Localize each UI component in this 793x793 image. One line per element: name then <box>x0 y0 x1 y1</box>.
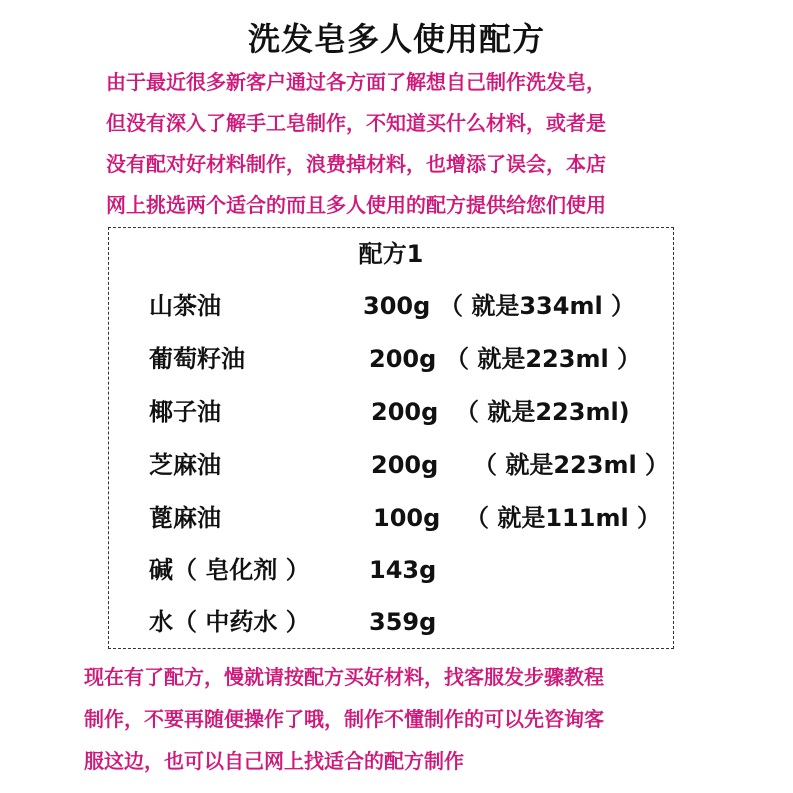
recipe-row <box>109 550 673 590</box>
ingredient-amount: 300g <box>363 292 431 320</box>
page-title: 洗发皂多人使用配方 <box>247 20 545 58</box>
ingredient-amount: 100g <box>373 504 441 532</box>
ingredient-name: 山茶油 <box>149 292 221 320</box>
outro-line: 现在有了配方，慢就请按配方买好材料，找客服发步骤教程 <box>84 665 604 689</box>
recipe-row <box>109 339 673 379</box>
outro-line: 制作，不要再随便操作了哦，制作不懂制作的可以先咨询客 <box>84 707 604 731</box>
ingredient-amount: 200g <box>371 451 439 479</box>
recipe-row <box>109 445 673 485</box>
ingredient-note: （ 就是111ml ） <box>465 504 662 532</box>
intro-line: 没有配对好材料制作，浪费掉材料，也增添了误会，本店 <box>106 152 606 176</box>
ingredient-amount: 143g <box>369 556 437 584</box>
intro-line: 由于最近很多新客户通过各方面了解想自己制作洗发皂， <box>106 70 606 94</box>
ingredient-name: 蓖麻油 <box>149 504 221 532</box>
recipe-row <box>109 602 673 642</box>
ingredient-name: 芝麻油 <box>149 451 221 479</box>
recipe-title: 配方1 <box>358 240 424 268</box>
recipe-row <box>109 498 673 538</box>
ingredient-note: （ 就是223ml ） <box>445 345 642 373</box>
ingredient-note: （ 就是223ml ） <box>473 451 670 479</box>
outro-paragraph <box>84 656 724 782</box>
outro-line: 服这边，也可以自己网上找适合的配方制作 <box>84 749 464 773</box>
ingredient-amount: 200g <box>371 398 439 426</box>
ingredient-note: （ 就是334ml ） <box>439 292 636 320</box>
ingredient-name: 葡萄籽油 <box>149 345 245 373</box>
ingredient-note: （ 就是223ml) <box>455 398 630 426</box>
intro-line: 但没有深入了解手工皂制作，不知道买什么材料，或者是 <box>106 111 606 135</box>
recipe-row <box>109 286 673 326</box>
recipe-row <box>109 392 673 432</box>
intro-paragraph <box>106 62 706 226</box>
intro-line: 网上挑选两个适合的而且多人使用的配方提供给您们使用 <box>106 193 606 217</box>
ingredient-name: 碱（ 皂化剂 ） <box>149 556 310 584</box>
ingredient-amount: 359g <box>369 608 437 636</box>
ingredient-name: 椰子油 <box>149 398 221 426</box>
ingredient-amount: 200g <box>369 345 437 373</box>
ingredient-name: 水（ 中药水 ） <box>149 608 310 636</box>
recipe-box <box>108 227 674 649</box>
